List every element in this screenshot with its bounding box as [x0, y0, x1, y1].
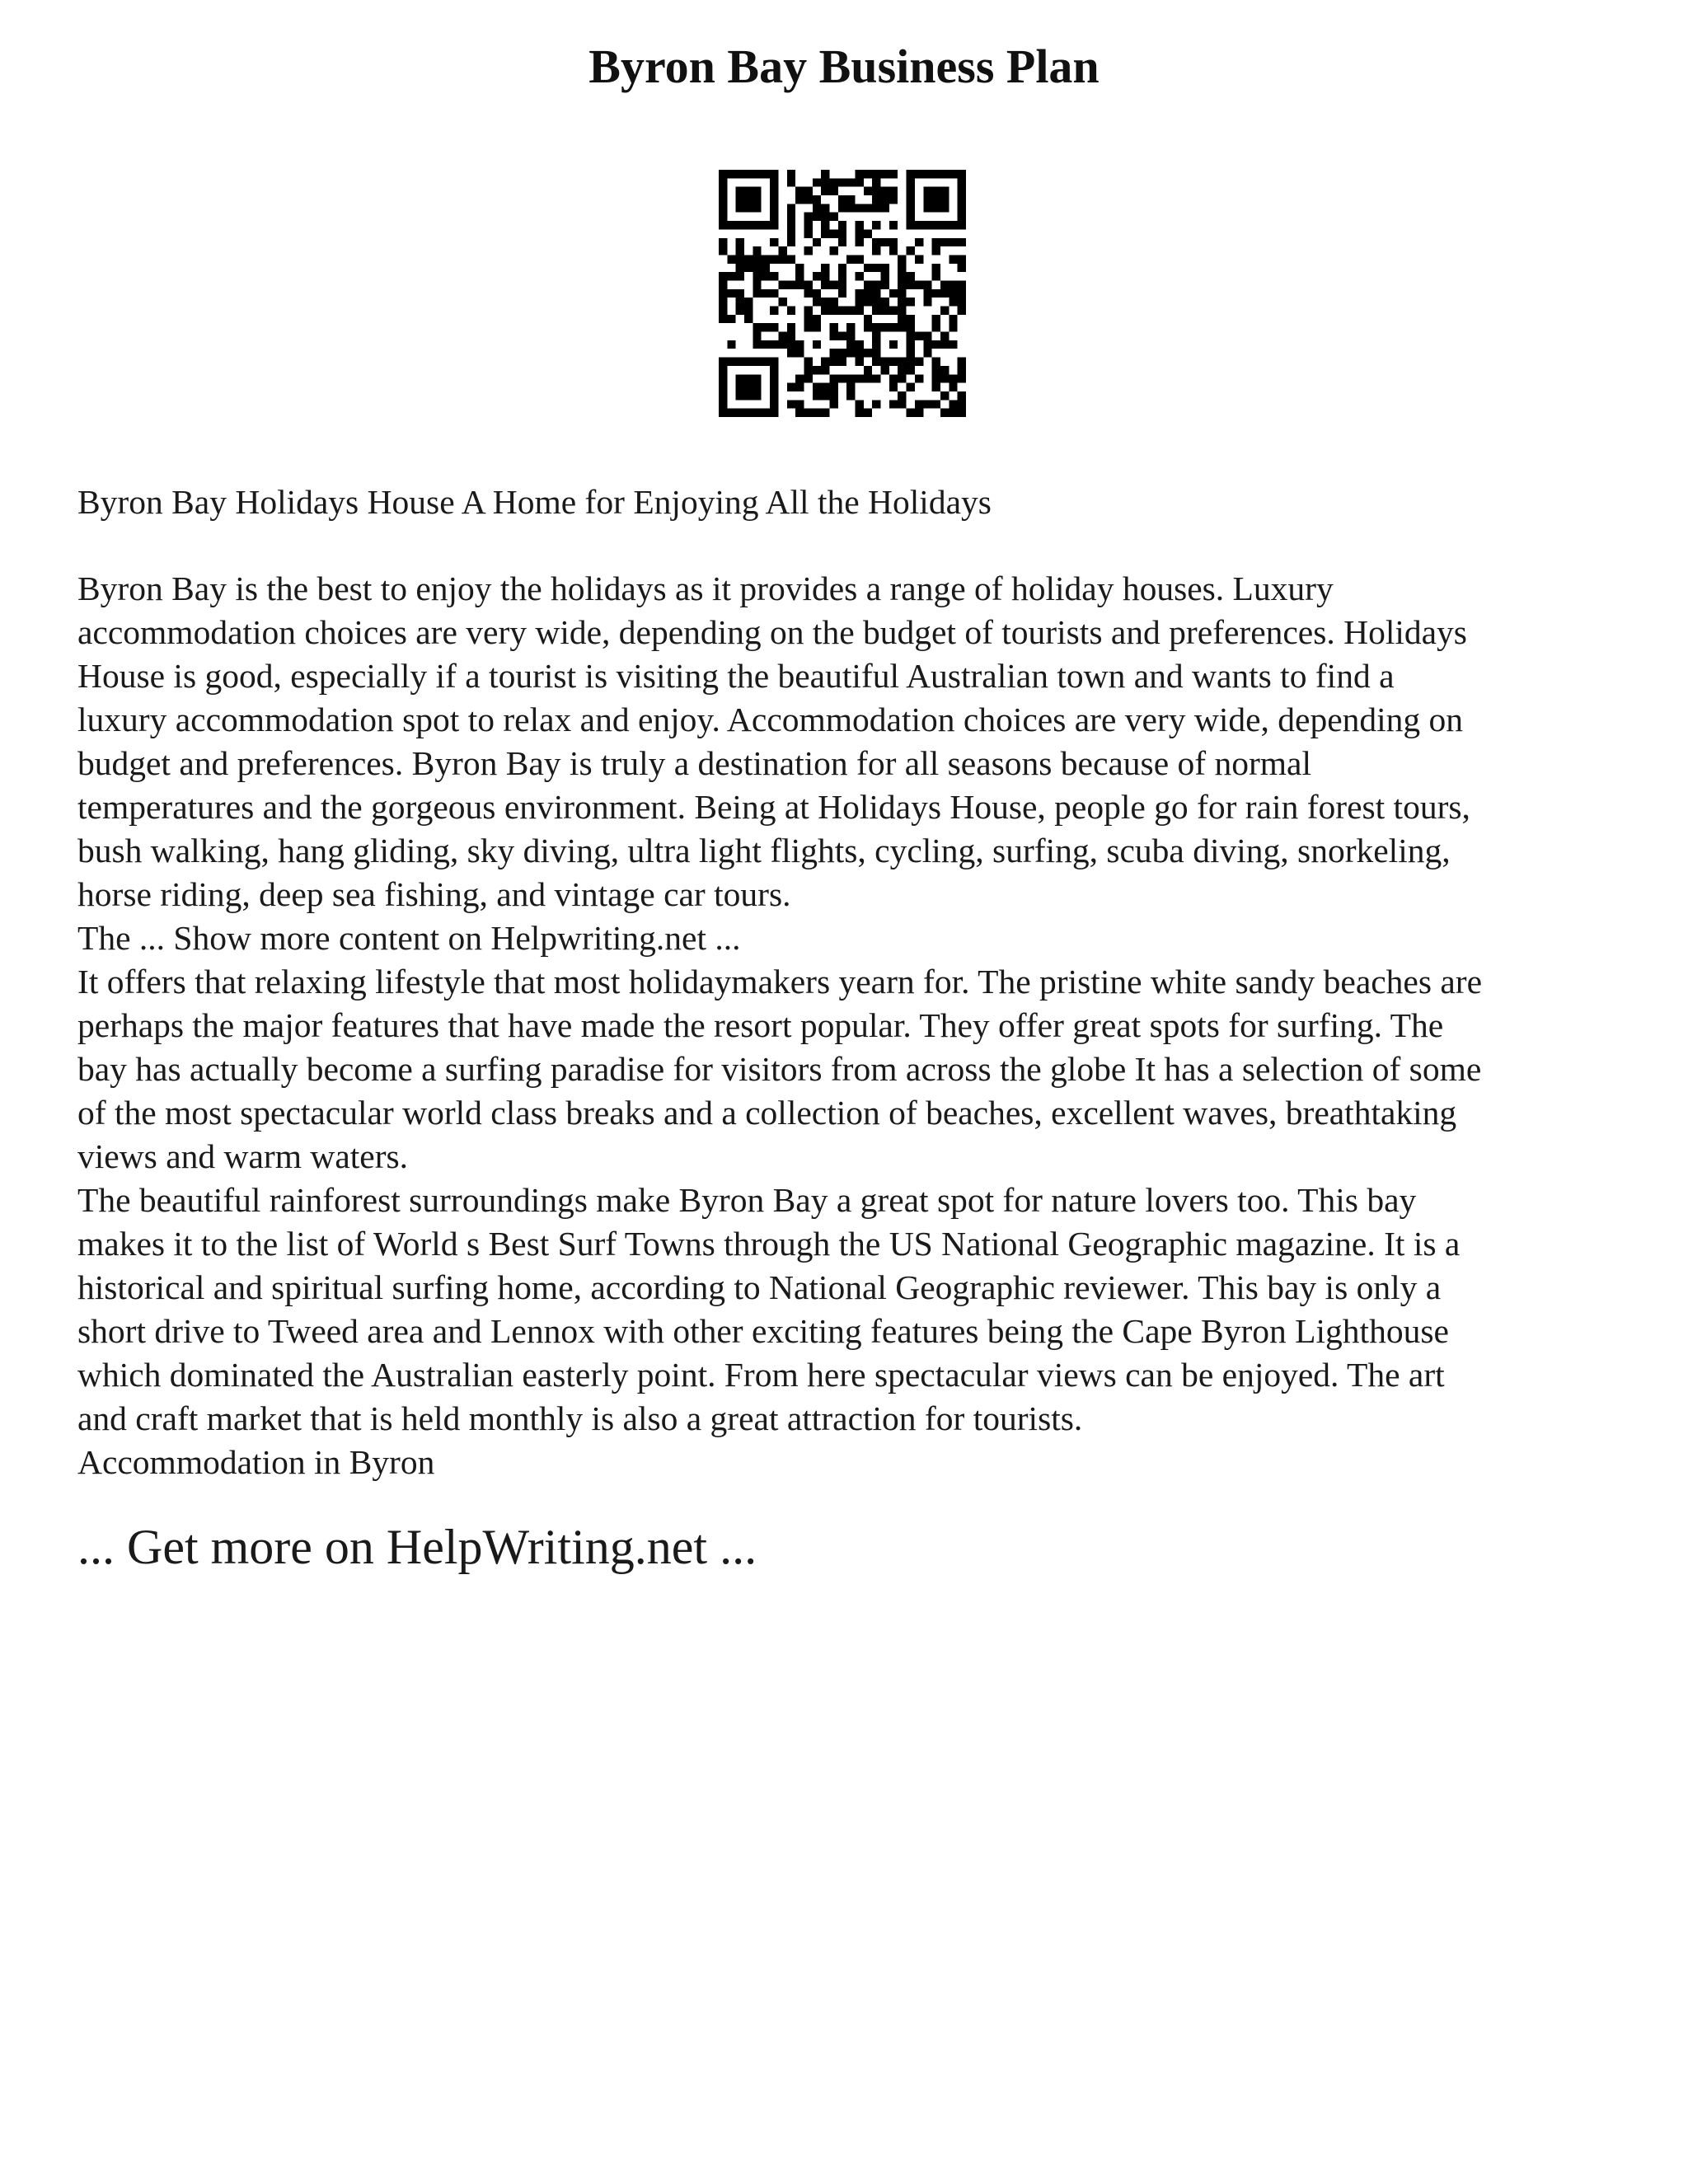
page-title: Byron Bay Business Plan [588, 40, 1100, 93]
text-line: perhaps the major features that have made the resort popular. They offer great spots for surfing. The [77, 1006, 1444, 1044]
text-line: makes it to the list of World s Best Surf Towns through the US National Geographic magazine. It is a [77, 1225, 1461, 1263]
text-line: and craft market that is held monthly is also a great attraction for tourists. [77, 1399, 1083, 1437]
text-line: House is good, especially if a tourist is visiting the beautiful Australian town and wants to find a [77, 657, 1395, 695]
show-more-link[interactable]: The ... Show more content on Helpwriting.net ... [77, 919, 741, 957]
text-line: luxury accommodation spot to relax and enjoy. Accommodation choices are very wide, depending on [77, 701, 1464, 738]
text-line: Accommodation in Byron [77, 1443, 435, 1481]
text-line: of the most spectacular world class breaks and a collection of beaches, excellent waves, breathtaking [77, 1094, 1457, 1132]
text-line: temperatures and the gorgeous environment. Being at Holidays House, people go for rain forest tours, [77, 788, 1470, 826]
text-line: which dominated the Australian easterly point. From here spectacular views can be enjoyed. The art [77, 1356, 1445, 1394]
text-line: It offers that relaxing lifestyle that most holidaymakers yearn for. The pristine white sandy beaches are [77, 963, 1483, 1001]
text-line: historical and spiritual surfing home, according to National Geographic reviewer. This bay is only a [77, 1268, 1442, 1306]
text-line: Byron Bay is the best to enjoy the holidays as it provides a range of holiday houses. Luxury [77, 569, 1334, 607]
text-line: short drive to Tweed area and Lennox with other exciting features being the Cape Byron Lighthouse [77, 1312, 1449, 1350]
text-line: bush walking, hang gliding, sky diving, ultra light flights, cycling, surfing, scuba diving, snorkeling, [77, 832, 1451, 869]
document-body [77, 567, 1627, 1484]
text-line: The beautiful rainforest surroundings make Byron Bay a great spot for nature lovers too. This bay [77, 1181, 1417, 1219]
qr-code-icon [719, 170, 966, 417]
text-line: horse riding, deep sea fishing, and vintage car tours. [77, 875, 791, 913]
text-line: accommodation choices are very wide, depending on the budget of tourists and preferences. Holidays [77, 613, 1467, 651]
text-line: budget and preferences. Byron Bay is truly a destination for all seasons because of normal [77, 744, 1311, 782]
text-line: views and warm waters. [77, 1137, 409, 1175]
text-line: bay has actually become a surfing paradise for visitors from across the globe It has a selection of some [77, 1050, 1482, 1088]
document-subtitle: Byron Bay Holidays House A Home for Enjoying All the Holidays [77, 483, 992, 521]
get-more-link[interactable]: ... Get more on HelpWriting.net ... [77, 1520, 757, 1574]
